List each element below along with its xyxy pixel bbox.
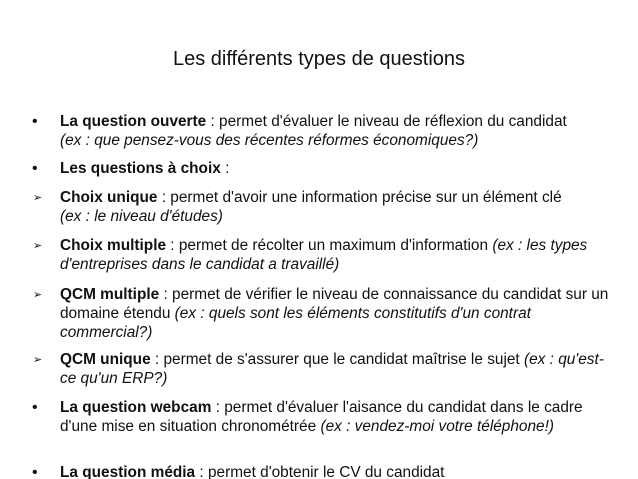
item-text: [60, 398, 612, 436]
item-example: (ex : quels sont les éléments constitutifs d'un contrat commercial?): [60, 305, 531, 341]
item-lead: QCM multiple: [60, 286, 160, 303]
item-text: [60, 350, 612, 388]
item-text: [60, 236, 612, 274]
item-text: [60, 112, 612, 150]
item-text: [60, 463, 612, 479]
item-text: [60, 285, 612, 342]
item-lead: Choix multiple: [60, 237, 167, 254]
arrow-bullet-icon: ➢: [33, 192, 43, 204]
item-description: : permet d'évaluer le niveau de réflexion du candidat: [206, 113, 567, 130]
item-example: (ex : les types d'entreprises dans le candidat a travaillé): [60, 237, 588, 273]
item-description: : permet de vérifier le niveau de connaissance du candidat sur un domaine étendu: [60, 286, 609, 322]
bullet-icon: •: [32, 160, 38, 177]
item-description: : permet de s'assurer que le candidat maîtrise le sujet: [150, 351, 524, 368]
item-description: : permet d'avoir une information précise sur un élément clé: [157, 189, 562, 206]
arrow-bullet-icon: ➢: [33, 289, 43, 301]
bullet-icon: •: [32, 399, 38, 416]
item-description: : permet d'obtenir le CV du candidat: [195, 464, 445, 479]
bullet-icon: •: [32, 464, 38, 479]
arrow-bullet-icon: ➢: [33, 354, 43, 366]
item-example: (ex : qu'est-ce qu'un ERP?): [60, 351, 604, 387]
item-text: [60, 159, 612, 178]
item-example: (ex : que pensez-vous des récentes réformes économiques?): [60, 132, 479, 149]
item-description: :: [220, 160, 230, 177]
slide-title: Les différents types de questions: [172, 48, 466, 70]
item-example: (ex : vendez-moi votre téléphone!): [320, 418, 555, 435]
item-example: (ex : le niveau d'études): [60, 208, 223, 225]
arrow-bullet-icon: ➢: [33, 240, 43, 252]
item-lead: La question média: [60, 464, 196, 479]
item-lead: QCM unique: [60, 351, 151, 368]
bullet-icon: •: [32, 113, 38, 130]
item-lead: Les questions à choix: [60, 160, 221, 177]
item-lead: La question webcam: [60, 399, 212, 416]
item-description: : permet de récolter un maximum d'information: [166, 237, 493, 254]
item-lead: Choix unique: [60, 189, 158, 206]
item-lead: La question ouverte: [60, 113, 207, 130]
item-text: [60, 188, 612, 226]
item-description: : permet d'évaluer l'aisance du candidat dans le cadre d'une mise en situation chronométrée: [60, 399, 583, 435]
